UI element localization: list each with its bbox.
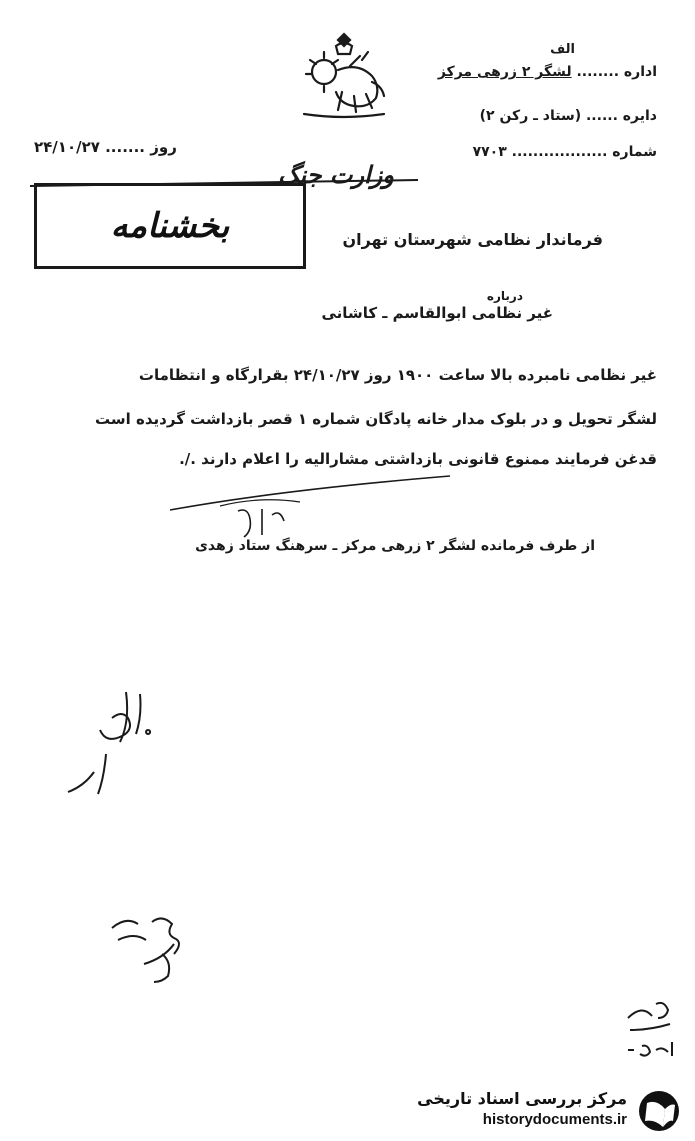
handwritten-reference (620, 994, 680, 1064)
department-row: دایره ...... (ستاد ـ رکن ۲) (479, 108, 657, 124)
number-value: ۷۷۰۳ (472, 144, 507, 160)
number-row: شماره .................. ۷۷۰۳ (472, 144, 657, 160)
watermark-name: مرکز بررسی اسناد تاریخی (417, 1089, 627, 1108)
watermark (397, 1087, 687, 1135)
date-label: روز (150, 138, 177, 156)
office-value: لشگر ۲ زرهی مرکز (437, 64, 572, 80)
circular-stamp (34, 183, 306, 269)
book-icon (635, 1089, 683, 1133)
office-label: اداره (623, 64, 657, 80)
body-line-1: غیر نظامی نامبرده بالا ساعت ۱۹۰۰ روز ۲۴/۱۰/۲۷ بقرارگاه و انتظامات (138, 366, 657, 384)
date-row: روز ....... ۲۴/۱۰/۲۷ (34, 138, 177, 156)
ministry-title: وزارت جنگ (278, 160, 394, 189)
date-value: ۲۴/۱۰/۲۷ (34, 138, 100, 156)
signature-scribble (232, 505, 292, 541)
signature-line: از طرف فرمانده لشگر ۲ زرهی مرکز ـ سرهنگ ستاد زهدی (195, 538, 595, 554)
department-value: (ستاد ـ رکن ۲) (479, 108, 582, 124)
pen-stroke (160, 470, 460, 520)
subject-label: درباره (486, 289, 523, 303)
body-line-2: لشگر تحویل و در بلوک مدار خانه پادگان شماره ۱ قصر بازداشت گردیده است (95, 410, 657, 428)
body-line-3: قدغن فرمایند ممنوع قانونی بازداشتی مشارالیه را اعلام دارند ./. (179, 450, 657, 468)
subject-value: غیر نظامی ابوالقاسم ـ کاشانی (321, 304, 553, 322)
stamp-text: بخشنامه (110, 206, 230, 246)
top-mark: الف (550, 42, 575, 57)
lion-and-sun-emblem (298, 30, 390, 122)
watermark-url: historydocuments.ir (482, 1111, 627, 1128)
office-row: اداره ........ لشگر ۲ زرهی مرکز (437, 64, 657, 80)
recipient: فرماندار نظامی شهرستان تهران (342, 230, 603, 249)
handwritten-note-top (56, 684, 166, 814)
number-label: شماره (612, 144, 657, 160)
department-label: دایره (622, 108, 657, 124)
handwritten-number (104, 906, 194, 986)
